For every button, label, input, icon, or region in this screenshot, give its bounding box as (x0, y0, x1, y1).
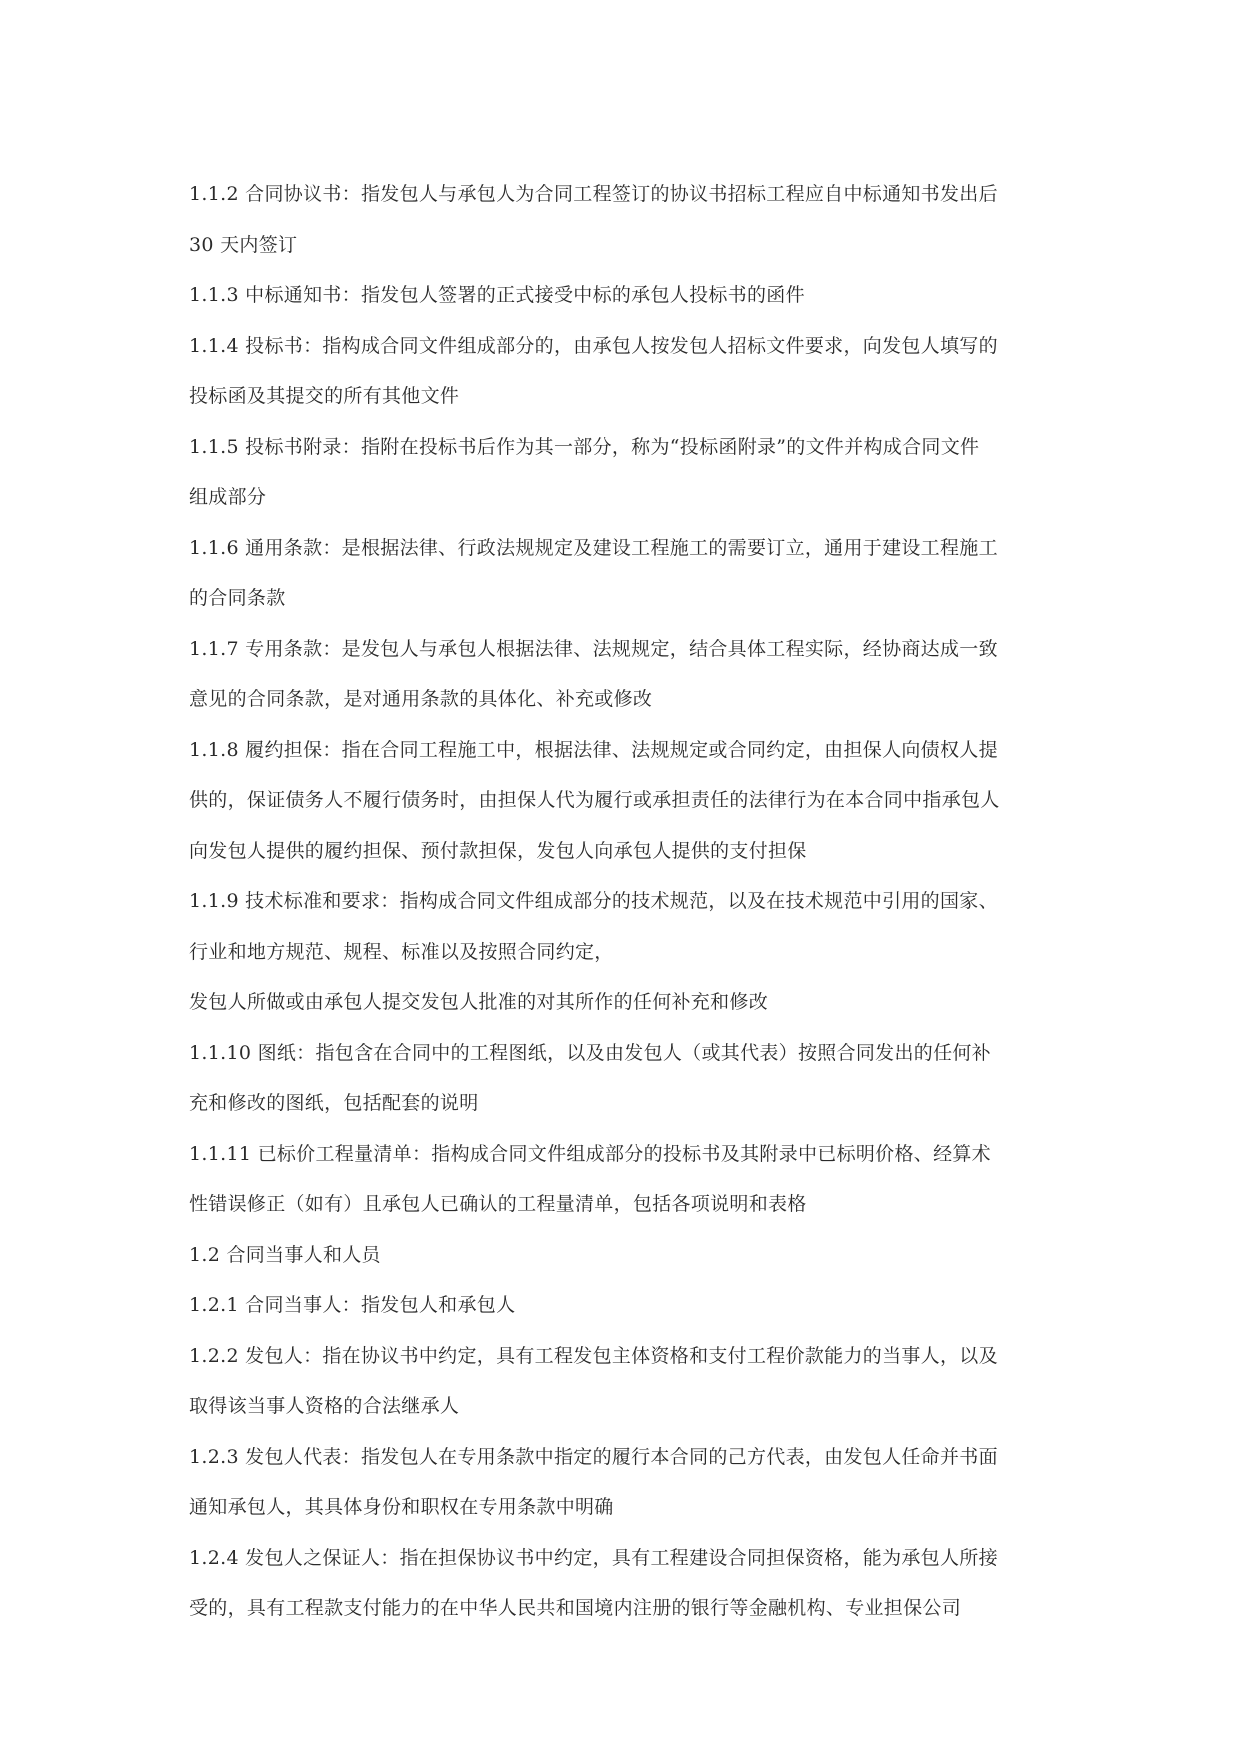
text-line: 的合同条款 (189, 587, 286, 609)
text-line: 1.1.7 专用条款：是发包人与承包人根据法律、法规规定，结合具体工程实际，经协商达成一致 (189, 637, 998, 660)
text-line: 行业和地方规范、规程、标准以及按照合同约定， (189, 940, 614, 963)
document-body (189, 169, 1069, 1634)
text-line: 1.1.2 合同协议书：指发包人与承包人为合同工程签订的协议书招标工程应自中标通知书发出后 (189, 183, 998, 205)
text-line: 1.1.6 通用条款：是根据法律、行政法规规定及建设工程施工的需要订立，通用于建设工程施工 (189, 536, 998, 559)
text-line: 意见的合同条款，是对通用条款的具体化、补充或修改 (189, 688, 653, 710)
text-line: 1.1.11 已标价工程量清单：指构成合同文件组成部分的投标书及其附录中已标明价格、经算术 (189, 1142, 991, 1165)
text-line: 1.1.3 中标通知书：指发包人签署的正式接受中标的承包人投标书的函件 (189, 284, 805, 306)
text-line: 1.1.9 技术标准和要求：指构成合同文件组成部分的技术规范，以及在技术规范中引用的国家、 (189, 890, 998, 912)
text-line: 组成部分 (189, 486, 267, 508)
text-line: 30 天内签订 (189, 233, 298, 256)
text-line: 充和修改的图纸，包括配套的说明 (189, 1092, 479, 1114)
text-line: 1.2.4 发包人之保证人：指在担保协议书中约定，具有工程建设合同担保资格，能为承包人所接 (189, 1546, 998, 1569)
text-line: 1.2.1 合同当事人：指发包人和承包人 (189, 1294, 516, 1316)
text-line: 1.1.10 图纸：指包含在合同中的工程图纸，以及由发包人（或其代表）按照合同发出的任何补 (189, 1041, 991, 1064)
text-line: 投标函及其提交的所有其他文件 (189, 385, 460, 407)
text-line: 1.2 合同当事人和人员 (189, 1243, 381, 1266)
text-line: 发包人所做或由承包人提交发包人批准的对其所作的任何补充和修改 (189, 991, 769, 1013)
text-line: 1.1.5 投标书附录：指附在投标书后作为其一部分，称为“投标函附录”的文件并构成合同文件 (189, 435, 980, 458)
text-line: 1.2.2 发包人：指在协议书中约定，具有工程发包主体资格和支付工程价款能力的当事人，以及 (189, 1344, 998, 1367)
text-line: 向发包人提供的履约担保、预付款担保，发包人向承包人提供的支付担保 (189, 839, 807, 862)
text-line: 1.2.3 发包人代表：指发包人在专用条款中指定的履行本合同的己方代表，由发包人任命并书面 (189, 1445, 998, 1468)
text-line: 通知承包人，其具体身份和职权在专用条款中明确 (189, 1496, 614, 1518)
text-line: 1.1.4 投标书：指构成合同文件组成部分的，由承包人按发包人招标文件要求，向发包人填写的 (189, 334, 998, 357)
text-line: 1.1.8 履约担保：指在合同工程施工中，根据法律、法规规定或合同约定，由担保人向债权人提 (189, 738, 998, 761)
text-line: 受的，具有工程款支付能力的在中华人民共和国境内注册的银行等金融机构、专业担保公司 (189, 1597, 962, 1619)
text-line: 性错误修正（如有）且承包人已确认的工程量清单，包括各项说明和表格 (189, 1193, 807, 1215)
text-line: 供的，保证债务人不履行债务时，由担保人代为履行或承担责任的法律行为在本合同中指承包人 (189, 789, 1000, 811)
text-line: 取得该当事人资格的合法继承人 (189, 1395, 460, 1417)
